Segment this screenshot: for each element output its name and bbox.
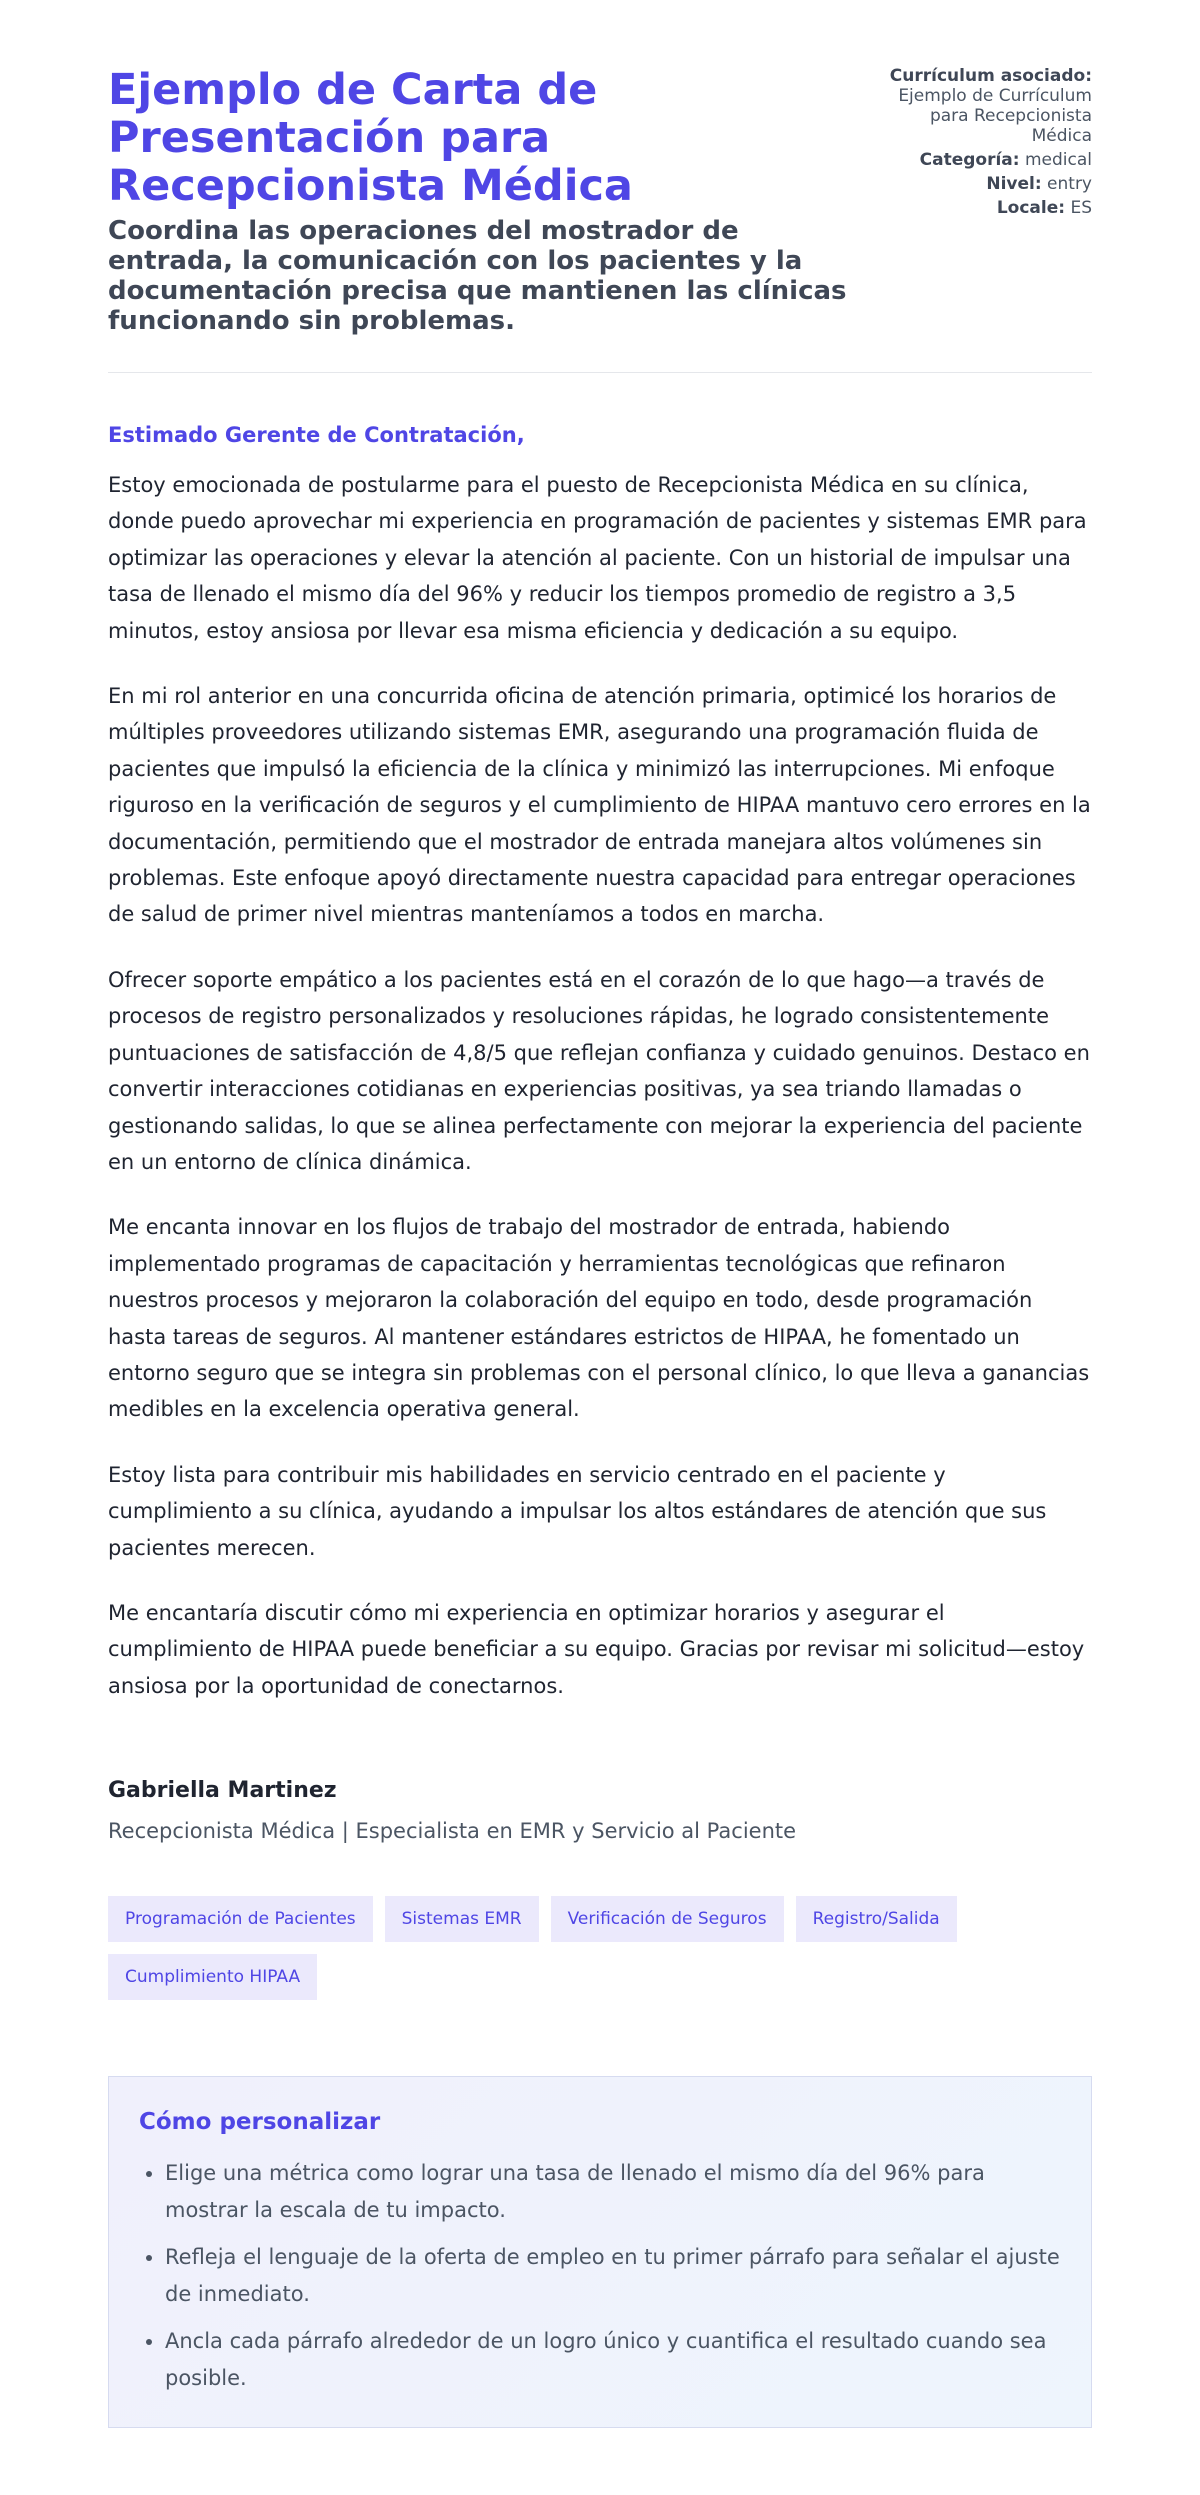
tip-item: • Elige una métrica como lograr una tasa de llenado el mismo día del 96% para mostrar la escala de tu impacto. (165, 2155, 1061, 2229)
letter-paragraph: Me encanta innovar en los flujos de trabajo del mostrador de entrada, habiendo implementado programas de capacitación y herramientas tecnológicas que refinaron nuestros procesos y mejoraron la colaboración del equipo en todo, desde programación hasta tareas de seguros. Al mantener estándares estrictos de HIPAA, he fomentado un entorno seguro que se integra sin problemas con el personal clínico, lo que lleva a ganancias medibles en la excelencia operativa general. (108, 1215, 1090, 1422)
tip-item: • Ancla cada párrafo alrededor de un logro único y cuantifica el resultado cuando sea posible. (165, 2323, 1061, 2397)
letter-paragraph: Estoy emocionada de postularme para el puesto de Recepcionista Médica en su clínica, donde puedo aprovechar mi experiencia en programación de pacientes y sistemas EMR para optimizar las operaciones y elevar la atención al paciente. Con un historial de impulsar una tasa de llenado el mismo día del 96% y reducir los tiempos promedio de registro a 3,5 minutos, estoy ansiosa por llevar esa misma eficiencia y dedicación a su equipo. (108, 473, 1087, 643)
skill-tag: Verificación de Seguros (551, 1896, 784, 1942)
meta-level-value: entry (1047, 174, 1092, 194)
meta-resume-value: Ejemplo de Currículum para Recepcionista Médica (898, 86, 1092, 146)
letter-paragraph: Ofrecer soporte empático a los pacientes está en el corazón de lo que hago—a través de procesos de registro personalizados y resoluciones rápidas, he logrado consistentemente puntuaciones de satisfacción de 4,8/5 que reflejan confianza y cuidado genuinos. Destaco en convertir interacciones cotidianas en experiencias positivas, ya sea triando llamadas o gestionando salidas, lo que se alinea perfectamente con mejorar la experiencia del paciente en un entorno de clínica dinámica. (108, 967, 1090, 1174)
meta-panel (882, 66, 1092, 222)
meta-level (882, 174, 1092, 194)
meta-category-value: medical (1024, 150, 1092, 170)
skill-tag: Cumplimiento HIPAA (108, 1954, 317, 2000)
skill-tag: Sistemas EMR (385, 1896, 539, 1942)
signature-block (108, 1776, 1092, 1846)
skill-tag: Programación de Pacientes (108, 1896, 373, 1942)
meta-level-label: Nivel: (986, 174, 1042, 194)
meta-locale-value: ES (1070, 198, 1092, 218)
customization-tips (108, 2076, 1092, 2428)
letter-paragraph: Estoy lista para contribuir mis habilidades en servicio centrado en el paciente y cumplimiento a su clínica, ayudando a impulsar los altos estándares de atención que sus pacientes merecen. (108, 1462, 1047, 1560)
signature-name: Gabriella Martinez (108, 1778, 337, 1804)
meta-locale (882, 198, 1092, 218)
meta-category-label: Categoría: (919, 150, 1020, 170)
meta-resume-label: Currículum asociado: (889, 66, 1092, 86)
meta-resume (882, 66, 1092, 146)
tips-title: Cómo personalizar (139, 2109, 381, 2136)
signature-title: Recepcionista Médica | Especialista en EMR y Servicio al Paciente (108, 1819, 797, 1844)
meta-category (882, 150, 1092, 170)
tips-list (139, 2155, 1061, 2397)
letter-paragraph: En mi rol anterior en una concurrida oficina de atención primaria, optimicé los horarios de múltiples proveedores utilizando sistemas EMR, asegurando una programación fluida de pacientes que impulsó la eficiencia de la clínica y minimizó las interrupciones. Mi enfoque riguroso en la verificación de seguros y el cumplimiento de HIPAA mantuvo cero errores en la documentación, permitiendo que el mostrador de entrada manejara altos volúmenes sin problemas. Este enfoque apoyó directamente nuestra capacidad para entregar operaciones de salud de primer nivel mientras manteníamos a todos en marcha. (108, 684, 1091, 927)
letter-paragraph: Me encantaría discutir cómo mi experiencia en optimizar horarios y asegurar el cumplimiento de HIPAA puede beneficiar a su equipo. Gracias por revisar mi solicitud—estoy ansiosa por la oportunidad de conectarnos. (108, 1600, 1085, 1698)
skill-tags (108, 1896, 1092, 2000)
meta-locale-label: Locale: (996, 198, 1066, 218)
header-titles (108, 66, 868, 336)
tip-item: • Refleja el lenguaje de la oferta de empleo en tu primer párrafo para señalar el ajuste de inmediato. (165, 2239, 1061, 2313)
page-header (108, 66, 1092, 373)
page-title: Ejemplo de Carta de Presentación para Recepcionista Médica (108, 65, 633, 211)
letter-body (108, 421, 1092, 1704)
page-subtitle: Coordina las operaciones del mostrador de entrada, la comunicación con los pacientes y la documentación precisa que mantienen las clínicas funcionando sin problemas. (108, 216, 847, 336)
skill-tag: Registro/Salida (796, 1896, 957, 1942)
letter-greeting: Estimado Gerente de Contratación, (108, 423, 525, 447)
